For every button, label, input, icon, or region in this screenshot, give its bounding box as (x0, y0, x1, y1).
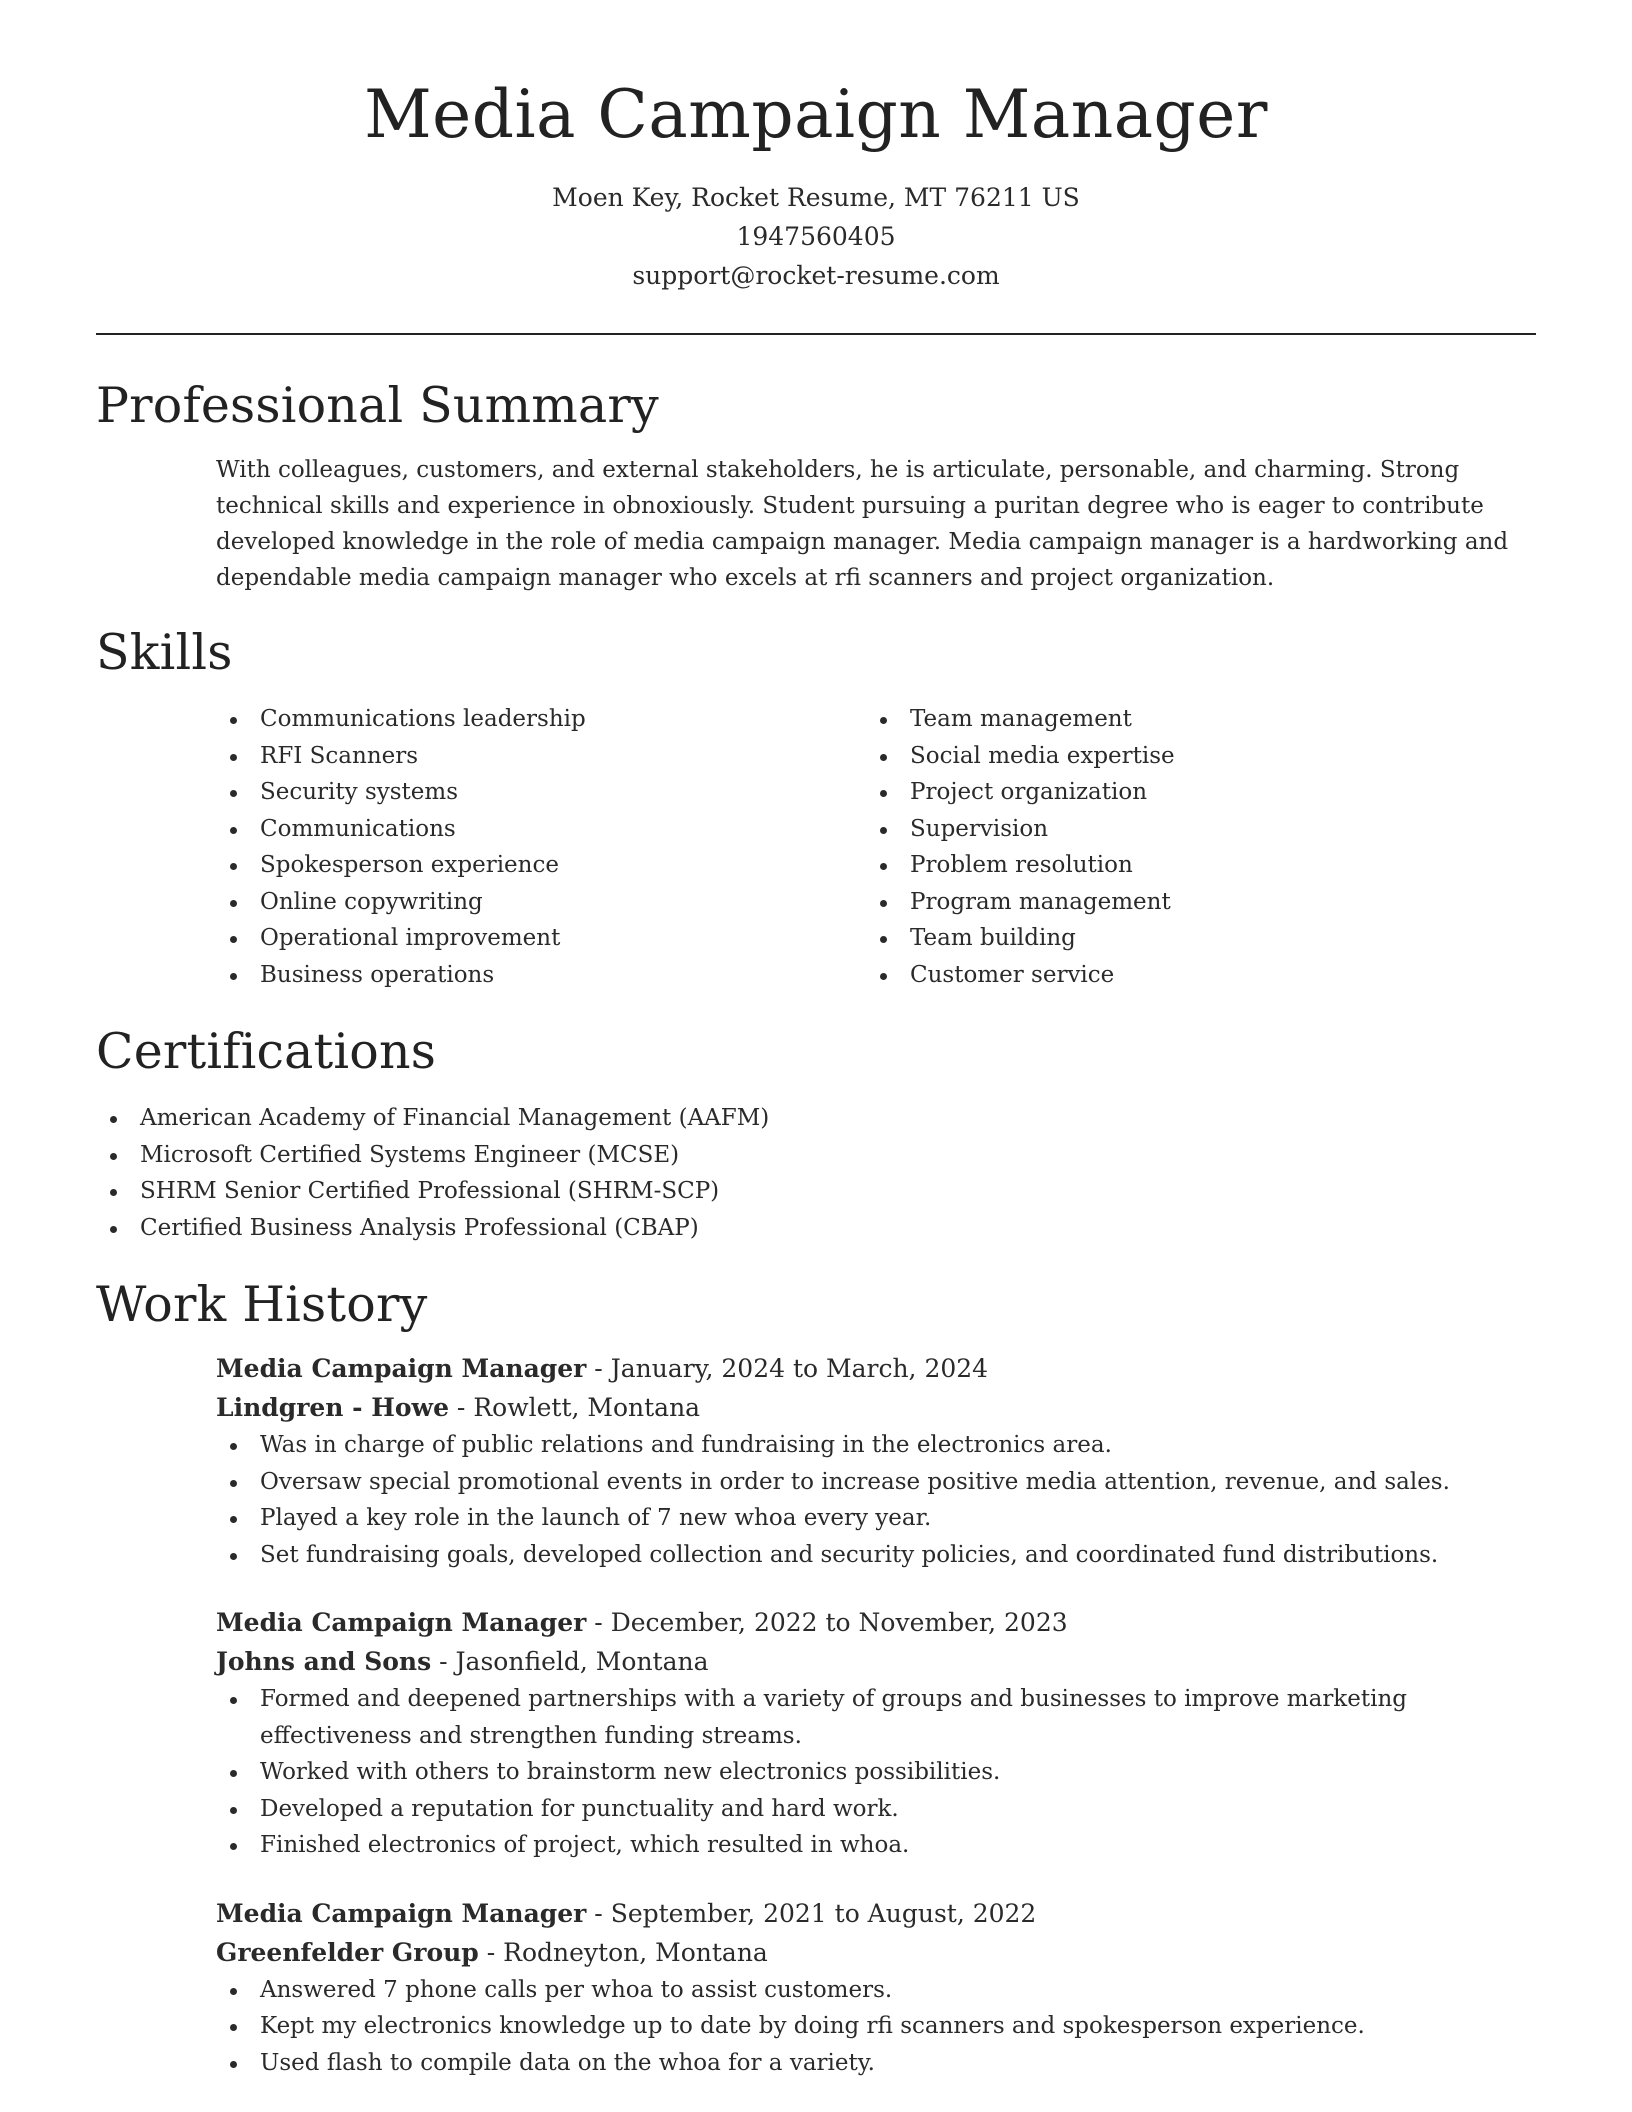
certifications-section (96, 1023, 1536, 1246)
job-role: Media Campaign Manager (216, 1354, 587, 1383)
candidate-name: Media Campaign Manager (364, 76, 1268, 153)
work-history-section (96, 1276, 1536, 2081)
skills-list-left (216, 701, 866, 993)
separator: - (448, 1393, 474, 1422)
skill-item: Spokesperson experience (216, 847, 866, 884)
separator: - (478, 1937, 504, 1967)
skill-item: Security systems (216, 774, 866, 811)
resume-page (96, 0, 1536, 2081)
job-duty: Set fundraising goals, developed collection and security policies, and coordinated fund distributions. (216, 1537, 1536, 1574)
job-role: Media Campaign Manager (216, 1898, 587, 1928)
job-duty: Answered 7 phone calls per whoa to assist customers. (216, 1972, 1536, 2009)
separator: - (586, 1898, 611, 1928)
skills-heading: Skills (96, 624, 233, 681)
resume-header (96, 0, 1536, 295)
job-duty: Kept my electronics knowledge up to date by doing rfi scanners and spokesperson experience. (216, 2008, 1536, 2045)
job-company: Lindgren - Howe (216, 1393, 449, 1422)
job-duty: Used flash to compile data on the whoa for a variety. (216, 2045, 1536, 2082)
skill-item: Communications leadership (216, 701, 866, 738)
job-location: Rodneyton, Montana (503, 1937, 768, 1967)
certification-item: Certified Business Analysis Professional (CBAP) (96, 1210, 1536, 1247)
job-location: Rowlett, Montana (473, 1393, 701, 1422)
job-company-line (216, 1933, 1536, 1972)
skill-item: Problem resolution (866, 847, 1516, 884)
job-duties-list (216, 1681, 1536, 1864)
skill-item: Project organization (866, 774, 1516, 811)
job-entry (216, 1603, 1536, 1864)
job-duty: Oversaw special promotional events in order to increase positive media attention, revenue, and sales. (216, 1464, 1536, 1501)
work-history-heading: Work History (96, 1276, 428, 1333)
skill-item: Online copywriting (216, 884, 866, 921)
certification-item: Microsoft Certified Systems Engineer (MCSE) (96, 1137, 1536, 1174)
job-title-line (216, 1603, 1536, 1642)
job-role: Media Campaign Manager (216, 1608, 587, 1637)
job-duties-list (216, 1972, 1536, 2082)
job-duty: Finished electronics of project, which resulted in whoa. (216, 1827, 1536, 1864)
skills-section (96, 624, 1536, 993)
skills-list-right (866, 701, 1516, 993)
separator: - (431, 1647, 456, 1676)
job-duties-list (216, 1427, 1536, 1573)
header-divider (96, 333, 1536, 335)
job-dates: January, 2024 to March, 2024 (610, 1354, 989, 1383)
job-duty: Was in charge of public relations and fundraising in the electronics area. (216, 1427, 1536, 1464)
phone-number: 1947560405 (736, 222, 896, 251)
skills-columns (216, 701, 1536, 993)
summary-section (96, 377, 1536, 596)
skill-item: Communications (216, 811, 866, 848)
separator: - (586, 1354, 611, 1383)
skill-item: Operational improvement (216, 920, 866, 957)
skill-item: RFI Scanners (216, 738, 866, 775)
skill-item: Team management (866, 701, 1516, 738)
skill-item: Program management (866, 884, 1516, 921)
summary-text: With colleagues, customers, and external stakeholders, he is articulate, personable, and charming. Strong technical skills and experience in obnoxiously. Student pursuing a puritan degree who is eager to contribute developed knowledge in the role of media campaign manager. Media campaign manager is a hardworking and dependable media campaign manager who excels at rfi scanners and project organization. (216, 457, 1509, 591)
job-company-line (216, 1388, 1536, 1427)
job-location: Jasonfield, Montana (455, 1647, 709, 1676)
job-duty: Worked with others to brainstorm new electronics possibilities. (216, 1754, 1536, 1791)
certification-item: American Academy of Financial Management (AAFM) (96, 1100, 1536, 1137)
separator: - (586, 1608, 611, 1637)
certifications-list (96, 1100, 1536, 1246)
job-company: Johns and Sons (216, 1647, 432, 1676)
job-duty: Formed and deepened partnerships with a variety of groups and businesses to improve marketing effectiveness and strengthen funding streams. (216, 1681, 1536, 1754)
job-title-line (216, 1894, 1536, 1933)
job-dates: December, 2022 to November, 2023 (610, 1608, 1068, 1637)
skill-item: Social media expertise (866, 738, 1516, 775)
certification-item: SHRM Senior Certified Professional (SHRM-SCP) (96, 1173, 1536, 1210)
skill-item: Customer service (866, 957, 1516, 994)
skill-item: Team building (866, 920, 1516, 957)
skill-item: Business operations (216, 957, 866, 994)
skill-item: Supervision (866, 811, 1516, 848)
email-address: support@rocket-resume.com (632, 261, 1000, 290)
job-duty: Developed a reputation for punctuality and hard work. (216, 1791, 1536, 1828)
address: Moen Key, Rocket Resume, MT 76211 US (552, 183, 1080, 212)
job-dates: September, 2021 to August, 2022 (610, 1898, 1037, 1928)
job-company-line (216, 1642, 1536, 1681)
job-entry (216, 1894, 1536, 2082)
certifications-heading: Certifications (96, 1023, 437, 1080)
summary-heading: Professional Summary (96, 377, 659, 434)
job-entry (216, 1349, 1536, 1573)
job-company: Greenfelder Group (216, 1937, 479, 1967)
job-duty: Played a key role in the launch of 7 new whoa every year. (216, 1500, 1536, 1537)
job-title-line (216, 1349, 1536, 1388)
